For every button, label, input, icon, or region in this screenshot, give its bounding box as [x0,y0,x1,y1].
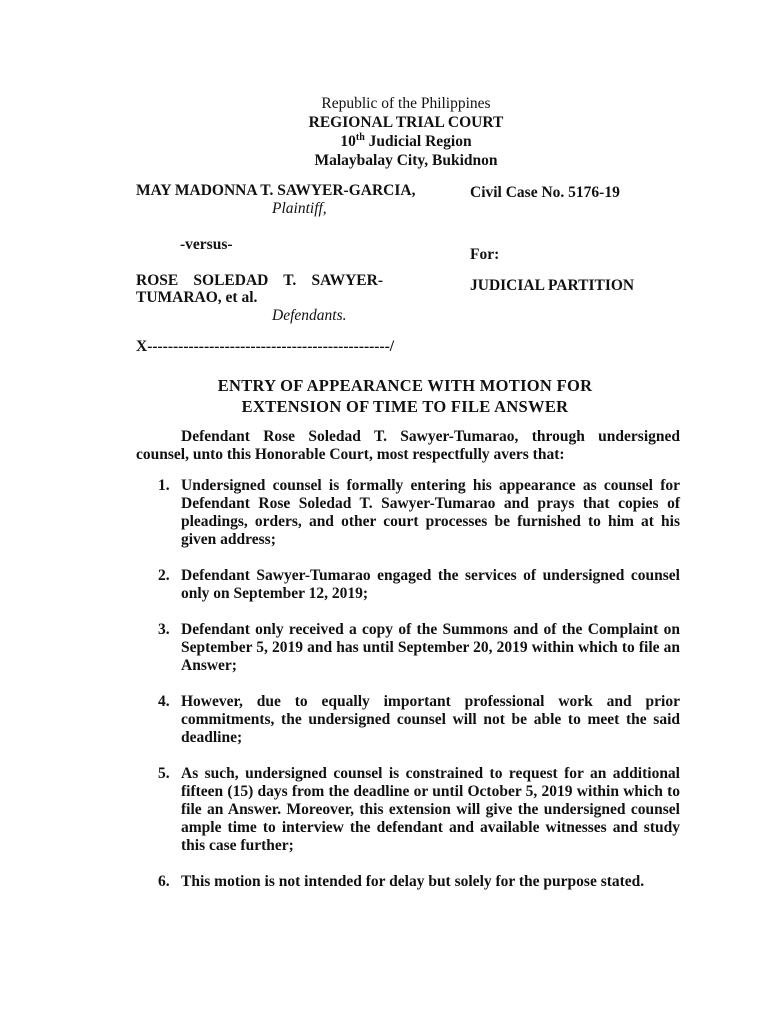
list-item [136,567,680,603]
for-label: For: [470,246,500,263]
title-line2: EXTENSION OF TIME TO FILE ANSWER [241,397,569,416]
list-item [136,477,680,549]
item-number: 2. [158,567,170,584]
case-number: Civil Case No. 5176-19 [470,184,620,201]
versus-label: -versus- [180,236,233,253]
title-line1: ENTRY OF APPEARANCE WITH MOTION FOR [217,376,593,395]
court-location: Malaybalay City, Bukidnon [314,152,498,169]
item-number: 5. [158,765,170,782]
defendant-role: Defendants. [272,307,347,324]
defendant-name-line1: ROSE SOLEDAD T. SAWYER- [136,272,383,289]
item-text: Defendant only received a copy of the Summons and of the Complaint on September 5, 2019 and has until September 20, 2019 within which to file an Answer; [181,621,680,674]
list-item [136,873,680,891]
item-number: 1. [158,477,170,494]
item-number: 3. [158,621,170,638]
region-label: Judicial Region [364,133,472,150]
list-item [136,693,680,747]
plaintiff-role: Plaintiff, [272,200,327,217]
region-ordinal: th [355,131,365,143]
item-text: However, due to equally important professional work and prior commitments, the undersigned counsel will not be able to meet the said deadline; [181,693,680,746]
intro-paragraph: Defendant Rose Soledad T. Sawyer-Tumarao, through undersigned counsel, unto this Honorable Court, most respectfully avers that: [136,428,680,463]
region-number: 10 [340,133,356,150]
court-name: REGIONAL TRIAL COURT [308,114,504,131]
item-text: Undersigned counsel is formally entering his appearance as counsel for Defendant Rose Soledad T. Sawyer-Tumarao and prays that copies of pleadings, orders, and other court processes be furnished to him at his given address; [181,477,680,548]
item-number: 4. [158,693,170,710]
item-number: 6. [158,873,170,890]
item-text: As such, undersigned counsel is constrained to request for an additional fifteen (15) days from the deadline or until October 5, 2019 within which to file an Answer. Moreover, this extension will give the undersigned counsel ample time to interview the defendant and available witnesses and study this case further; [181,765,680,854]
document-title [0,375,768,417]
item-text: This motion is not intended for delay but solely for the purpose stated. [181,873,645,890]
case-nature: JUDICIAL PARTITION [470,277,635,294]
averments-list [136,477,680,909]
republic-line: Republic of the Philippines [321,95,491,112]
court-header [0,94,768,170]
list-item [136,765,680,855]
defendant-name-line2: TUMARAO, et al. [136,289,258,306]
plaintiff-name: MAY MADONNA T. SAWYER-GARCIA, [136,182,416,199]
item-text: Defendant Sawyer-Tumarao engaged the services of undersigned counsel only on September 12, 2019; [181,567,680,602]
list-item [136,621,680,675]
caption-separator: X-----------------------------------------------/ [136,338,395,355]
judicial-region [0,132,768,151]
